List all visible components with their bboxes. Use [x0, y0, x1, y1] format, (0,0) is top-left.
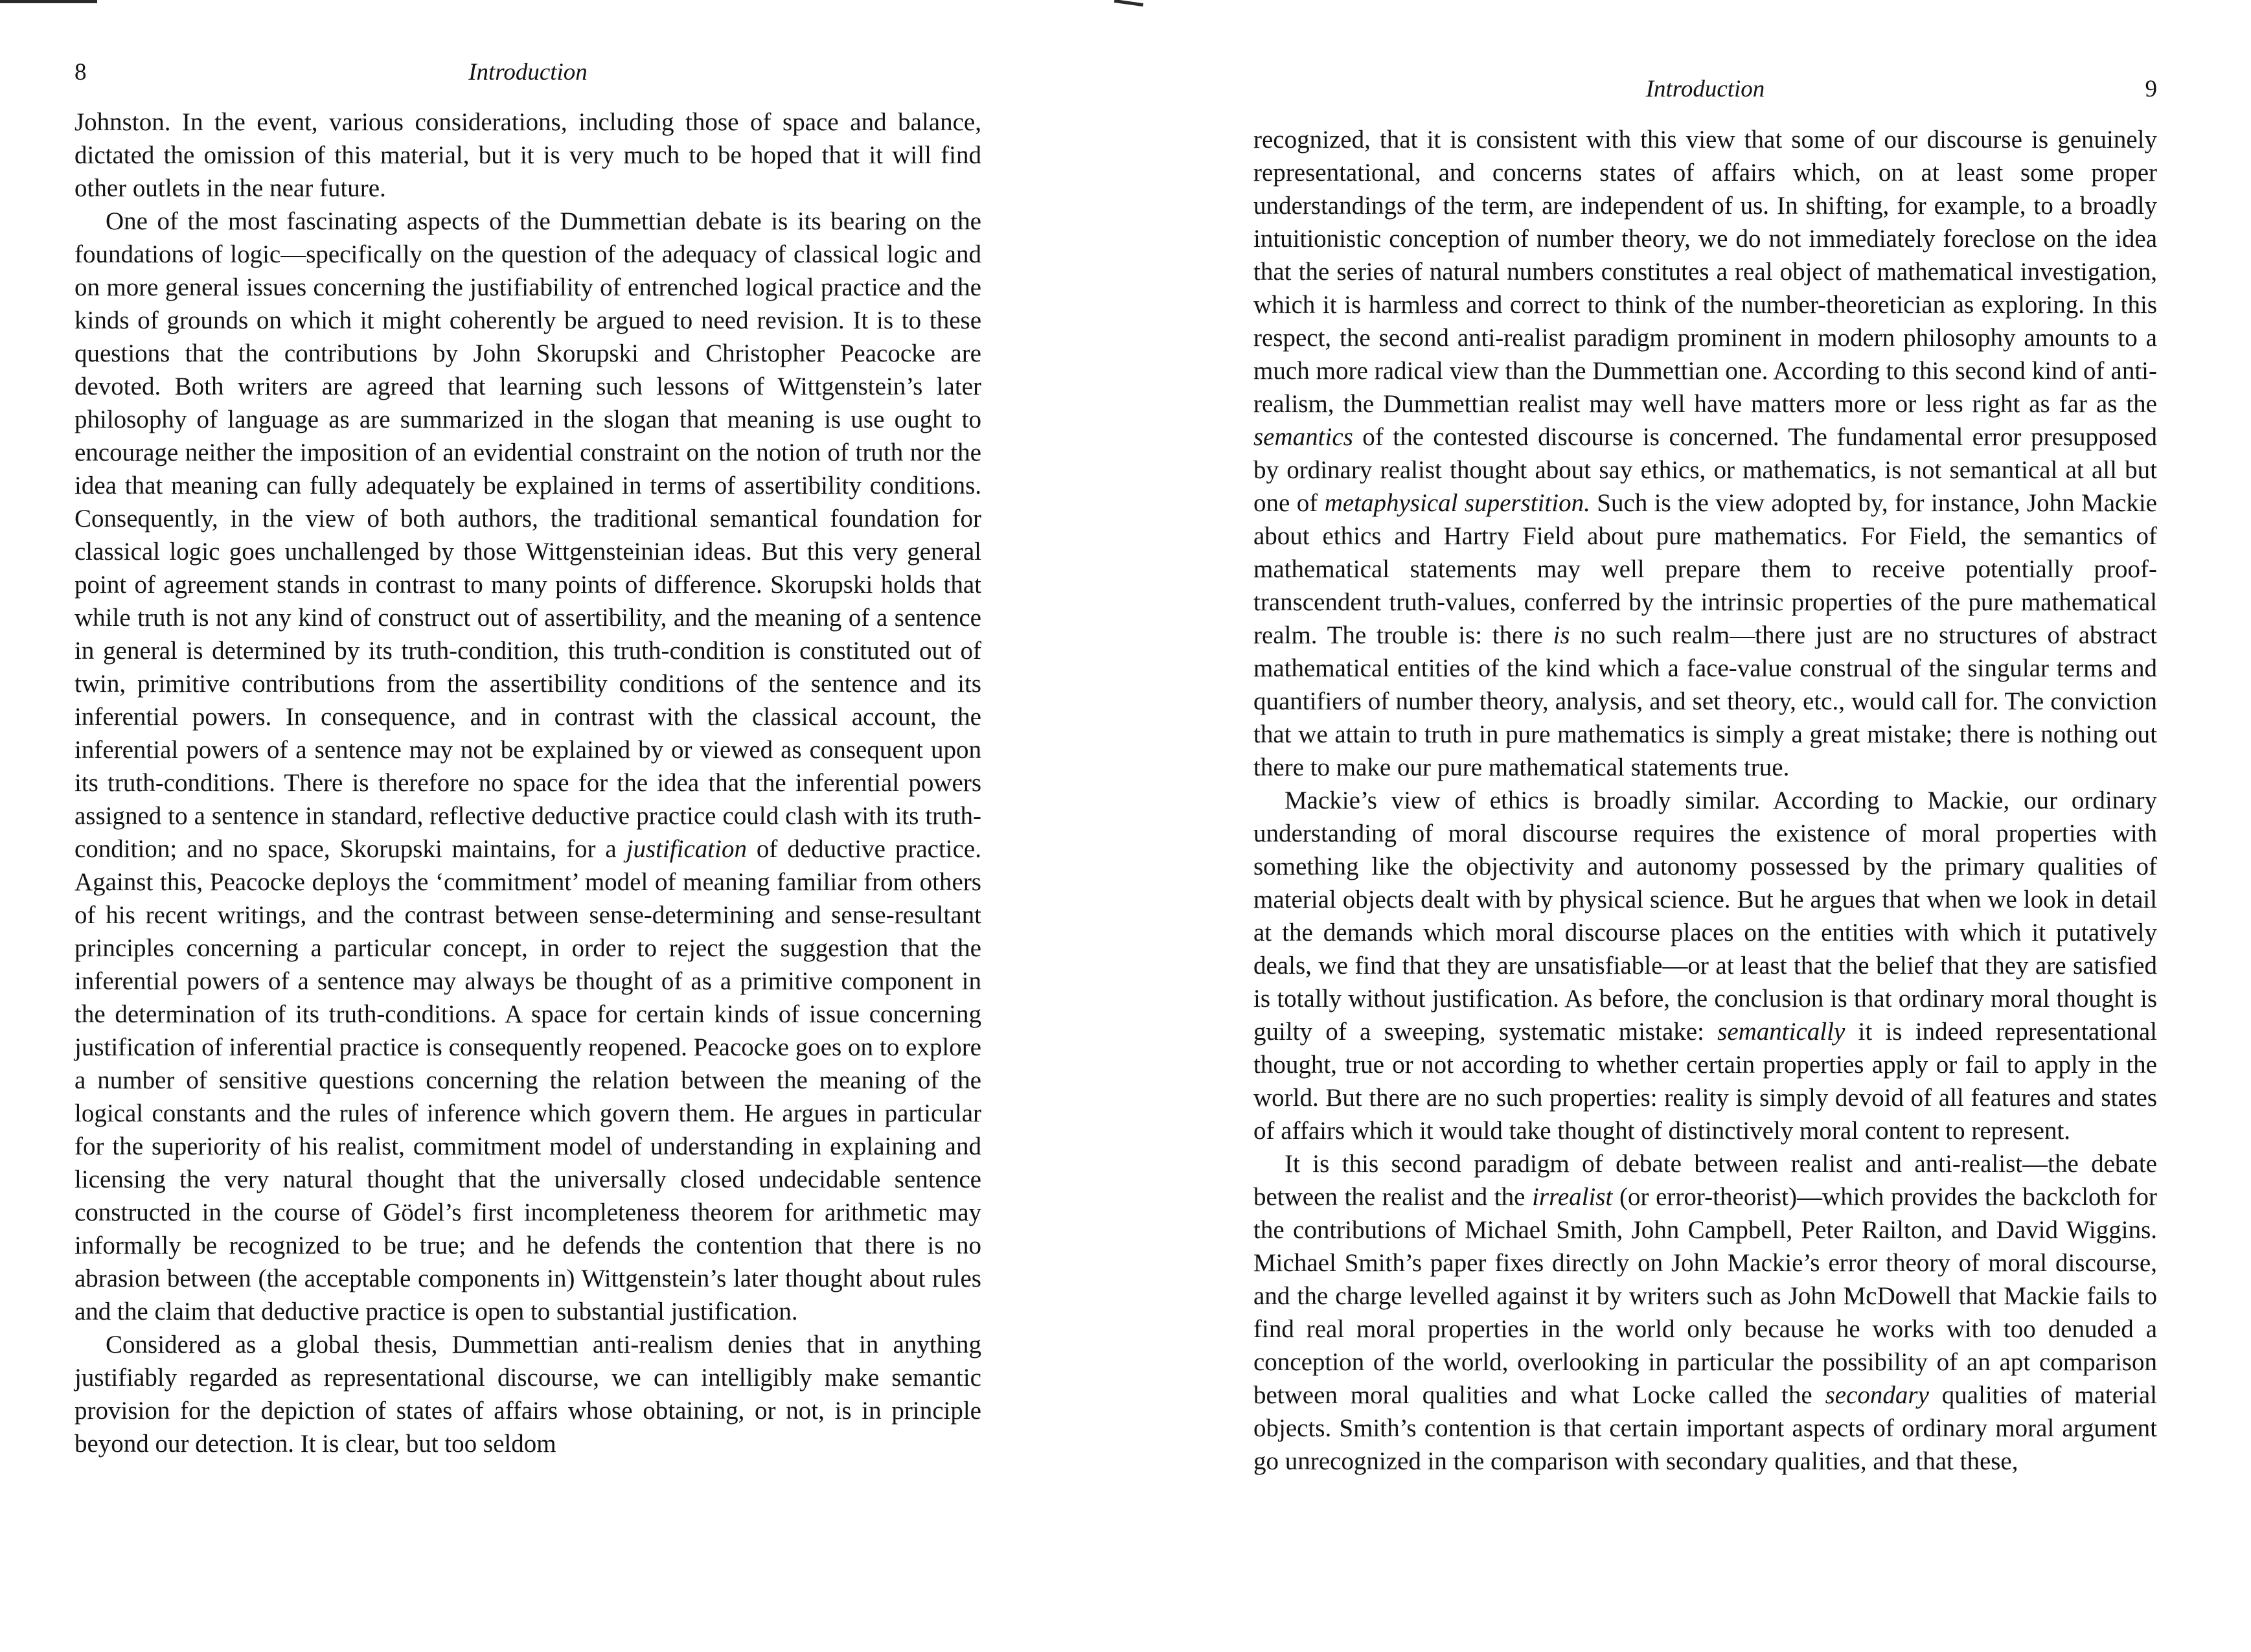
text-run: qualities of material objects. Smith’s contention is that certain important aspects of ordinary moral argument go unrecognized in the comparison with secondary qualities, and that these,: [1253, 1381, 2157, 1475]
italic-run: justification: [626, 835, 747, 863]
right-page-number: 9: [2145, 76, 2157, 102]
left-paragraph-1: [74, 106, 981, 205]
left-paragraph-3: [74, 1328, 981, 1460]
left-running-title: Introduction: [468, 59, 588, 86]
right-paragraph-2: [1253, 784, 2157, 1147]
text-run: it is indeed representational thought, true or not according to whether certain properties apply or fail to apply in the world. But there are no such properties: reality is simply devoid of all features and states of affairs which it would take thought of distinctively moral content to represent.: [1253, 1018, 2157, 1145]
text-run: Johnston. In the event, various considerations, including those of space and balance, dictated the omission of this material, but it is very much to be hoped that it will find other outlets in the near future.: [74, 108, 981, 202]
text-run: (or error-theorist)—which provides the backcloth for the contributions of Michael Smith, John Campbell, Peter Railton, and David Wiggins. Michael Smith’s paper fixes directly on John Mackie’s error theory of moral discourse, and the charge levelled against it by writers such as John McDowell that Mackie fails to find real moral properties in the world only because he works with too denuded a conception of the world, overlooking in particular the possibility of an apt comparison between moral qualities and what Locke called the: [1253, 1183, 2157, 1409]
italic-run: semantics: [1253, 423, 1353, 451]
right-running-title: Introduction: [1645, 76, 1765, 102]
right-body-text: [1253, 123, 2157, 1478]
text-run: One of the most fascinating aspects of the Dummettian debate is its bearing on the foundations of logic—specifically on the question of the adequacy of classical logic and on more general issues concerning the justifiability of entrenched logical practice and the kinds of grounds on which it might coherently be argued to need revision. It is to these questions that the contributions by John Skorupski and Christopher Peacocke are devoted. Both writers are agreed that learning such lessons of Wittgenstein’s later philosophy of language as are summarized in the slogan that meaning is use ought to encourage neither the imposition of an evidential constraint on the notion of truth nor the idea that meaning can fully adequately be explained in terms of assertibility conditions. Consequently, in the view of both authors, the traditional semantical foundation for classical logic goes unchallenged by those Wittgensteinian ideas. But this very general point of agreement stands in contrast to many points of difference. Skorupski holds that while truth is not any kind of construct out of assertibility, and the meaning of a sentence in general is determined by its truth-condition, this truth-condition is constituted out of twin, primitive contributions from the assertibility conditions of the sentence and its inferential powers. In consequence, and in contrast with the classical account, the inferential powers of a sentence may not be explained by or viewed as consequent upon its truth-conditions. There is therefore no space for the idea that the inferential powers assigned to a sentence in standard, reflective deductive practice could clash with its truth-condition; and no space, Skorupski maintains, for a: [74, 207, 981, 863]
text-run: no such realm—there just are no structures of abstract mathematical entities of the kind which a face-value construal of the singular terms and quantifiers of number theory, analysis, and set theory, etc., would call for. The conviction that we attain to truth in pure mathematics is simply a great mistake; there is nothing out there to make our pure mathematical statements true.: [1253, 621, 2157, 781]
scan-gutter-mark: [1114, 0, 1143, 6]
left-page: [74, 0, 981, 1652]
text-run: Considered as a global thesis, Dummettian anti-realism denies that in anything justifiably regarded as representational discourse, we can intelligibly make semantic provision for the depiction of states of affairs whose obtaining, or not, is in principle beyond our detection. It is clear, but too seldom: [74, 1331, 981, 1458]
left-running-head: [74, 53, 981, 92]
text-run: It is this second paradigm of debate between realist and anti-realist—the debate between the realist and the: [1253, 1150, 2157, 1211]
text-run: Such is the view adopted by, for instance, John Mackie about ethics and Hartry Field about pure mathematics. For Field, the semantics of mathematical statements may well prepare them to receive potentially proof-transcendent truth-values, conferred by the intrinsic properties of the pure mathematical realm. The trouble is: there: [1253, 489, 2157, 649]
italic-run: irrealist: [1532, 1183, 1613, 1211]
text-run: of deductive practice. Against this, Peacocke deploys the ‘commitment’ model of meaning familiar from others of his recent writings, and the contrast between sense-determining and sense-resultant principles concerning a particular concept, in order to reject the suggestion that the inferential powers of a sentence may always be thought of as a primitive component in the determination of its truth-conditions. A space for certain kinds of issue concerning justification of inferential practice is consequently reopened. Peacocke goes on to explore a number of sensitive questions concerning the relation between the meaning of the logical constants and the rules of inference which govern them. He argues in particular for the superiority of his realist, commitment model of understanding in explaining and licensing the very natural thought that the universally closed undecidable sentence constructed in the course of Gödel’s first incompleteness theorem for arithmetic may informally be recognized to be true; and he defends the contention that there is no abrasion between (the acceptable components in) Wittgenstein’s later thought about rules and the claim that deductive practice is open to substantial justification.: [74, 835, 981, 1325]
left-paragraph-2: [74, 205, 981, 1328]
italic-run: metaphysical superstition.: [1324, 489, 1590, 517]
text-run: Mackie’s view of ethics is broadly similar. According to Mackie, our ordinary understanding of moral discourse requires the existence of moral properties with something like the objectivity and autonomy possessed by the primary qualities of material objects dealt with by physical science. But he argues that when we look in detail at the demands which moral discourse places on the entities with which it putatively deals, we find that they are unsatisfiable—or at least that the belief that they are satisfied is totally without justification. As before, the conclusion is that ordinary moral thought is guilty of a sweeping, systematic mistake:: [1253, 786, 2157, 1046]
left-body-text: [74, 106, 981, 1460]
italic-run: secondary: [1825, 1381, 1929, 1409]
right-running-head: [1253, 70, 2157, 109]
text-run: recognized, that it is consistent with this view that some of our discourse is genuinely representational, and concerns states of affairs which, on at least some proper understandings of the term, are independent of us. In shifting, for example, to a broadly intuitionistic conception of number theory, we do not immediately foreclose on the idea that the series of natural numbers constitutes a real object of mathematical investigation, which it is harmless and correct to think of the number-theoretician as exploring. In this respect, the second anti-realist paradigm prominent in modern philosophy amounts to a much more radical view than the Dummettian one. According to this second kind of anti-realism, the Dummettian realist may well have matters more or less right as far as the: [1253, 126, 2157, 418]
right-paragraph-1: [1253, 123, 2157, 784]
italic-run: is: [1553, 621, 1570, 649]
italic-run: semantically: [1717, 1018, 1845, 1046]
right-paragraph-3: [1253, 1147, 2157, 1478]
left-page-number: 8: [74, 59, 87, 86]
text-run: of the contested discourse is concerned. The fundamental error presupposed by ordinary realist thought about say ethics, or mathematics, is not semantical at all but one of: [1253, 423, 2157, 517]
right-page: [1253, 0, 2157, 1652]
